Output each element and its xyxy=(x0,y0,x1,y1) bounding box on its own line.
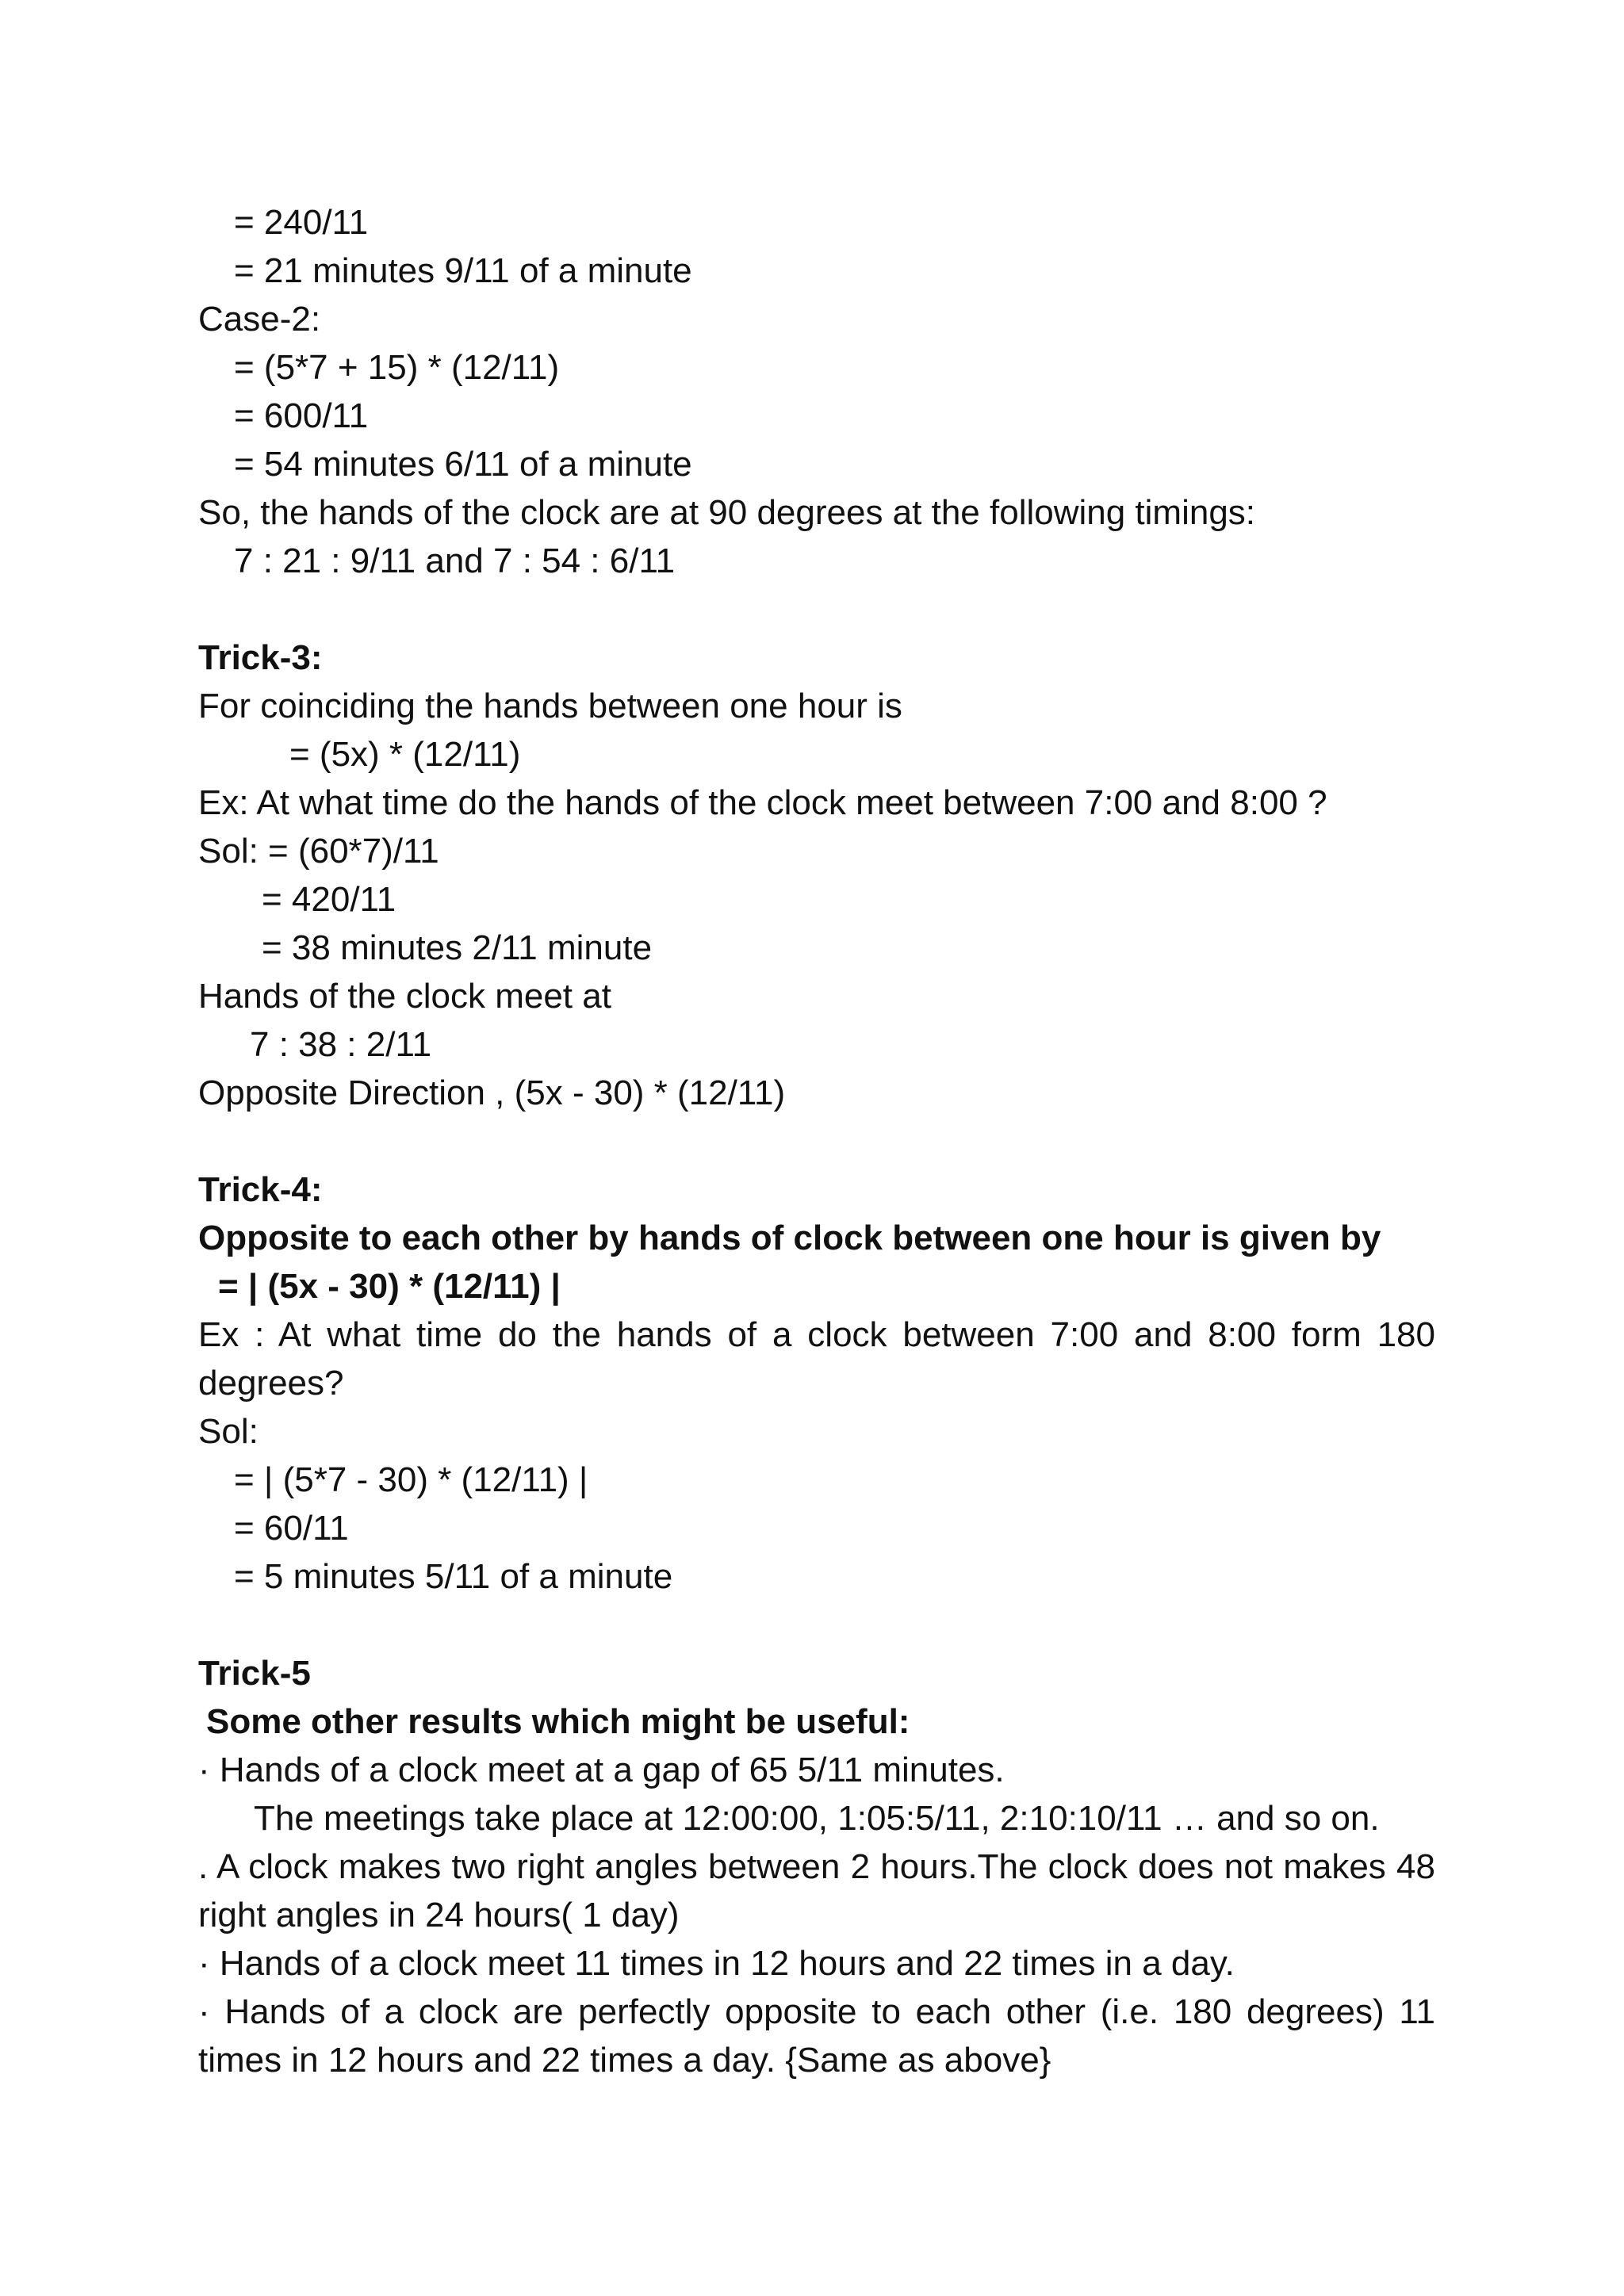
spacer xyxy=(198,585,1435,633)
trick3-example: Ex: At what time do the hands of the clock meet between 7:00 and 8:00 ? xyxy=(198,783,1327,822)
trick4-formula: = | (5x - 30) * (12/11) | xyxy=(218,1267,561,1306)
trick4-solution-line: = 60/11 xyxy=(234,1509,349,1548)
trick4-solution-label: Sol: xyxy=(198,1412,259,1451)
spacer xyxy=(198,1117,1435,1165)
trick4-solution-line: = 5 minutes 5/11 of a minute xyxy=(234,1557,673,1596)
trick3-solution-line: = 420/11 xyxy=(262,880,396,919)
trick3-meet-label: Hands of the clock meet at xyxy=(198,977,611,1016)
trick3-meet-value: 7 : 38 : 2/11 xyxy=(250,1025,432,1064)
trick5-item: · Hands of a clock meet at a gap of 65 5/11 minutes. xyxy=(198,1751,1005,1789)
trick3-solution-line: = 38 minutes 2/11 minute xyxy=(262,928,653,967)
trick4-heading: Trick-4: xyxy=(198,1170,323,1209)
trick5-heading: Trick-5 xyxy=(198,1654,311,1693)
trick4-example: Ex : At what time do the hands of a clock between 7:00 and 8:00 form 180 degrees? xyxy=(198,1315,1435,1402)
calc-line: = 240/11 xyxy=(234,203,369,242)
calc-line: = 54 minutes 6/11 of a minute xyxy=(234,445,692,484)
trick4-solution-line: = | (5*7 - 30) * (12/11) | xyxy=(234,1460,588,1499)
conclusion-text: So, the hands of the clock are at 90 degrees at the following timings: xyxy=(198,493,1256,532)
trick5-item: · Hands of a clock meet 11 times in 12 hours and 22 times in a day. xyxy=(198,1944,1235,1983)
calc-line: = (5*7 + 15) * (12/11) xyxy=(234,348,560,387)
trick3-solution-line: Sol: = (60*7)/11 xyxy=(198,832,439,871)
trick3-heading: Trick-3: xyxy=(198,638,323,677)
trick3-opposite: Opposite Direction , (5x - 30) * (12/11) xyxy=(198,1073,786,1112)
calc-line: = 21 minutes 9/11 of a minute xyxy=(234,251,692,290)
trick3-rule: For coinciding the hands between one hour is xyxy=(198,687,902,725)
spacer xyxy=(198,1601,1435,1649)
conclusion-value: 7 : 21 : 9/11 and 7 : 54 : 6/11 xyxy=(234,541,676,580)
trick5-item: · Hands of a clock are perfectly opposite to each other (i.e. 180 degrees) 11 times in 12 hours and 22 times a day. {Same as above} xyxy=(198,1992,1435,2080)
document-body xyxy=(198,198,1435,2084)
trick5-subheading: Some other results which might be useful: xyxy=(206,1702,910,1741)
trick5-item-detail: The meetings take place at 12:00:00, 1:05:5/11, 2:10:10/11 … and so on. xyxy=(254,1799,1380,1838)
calc-line: = 600/11 xyxy=(234,396,369,435)
trick5-item: . A clock makes two right angles between 2 hours.The clock does not makes 48 right angles in 24 hours( 1 day) xyxy=(198,1847,1435,1934)
trick3-formula: = (5x) * (12/11) xyxy=(289,735,521,774)
trick4-rule: Opposite to each other by hands of clock between one hour is given by xyxy=(198,1219,1381,1257)
case-label: Case-2: xyxy=(198,300,321,339)
